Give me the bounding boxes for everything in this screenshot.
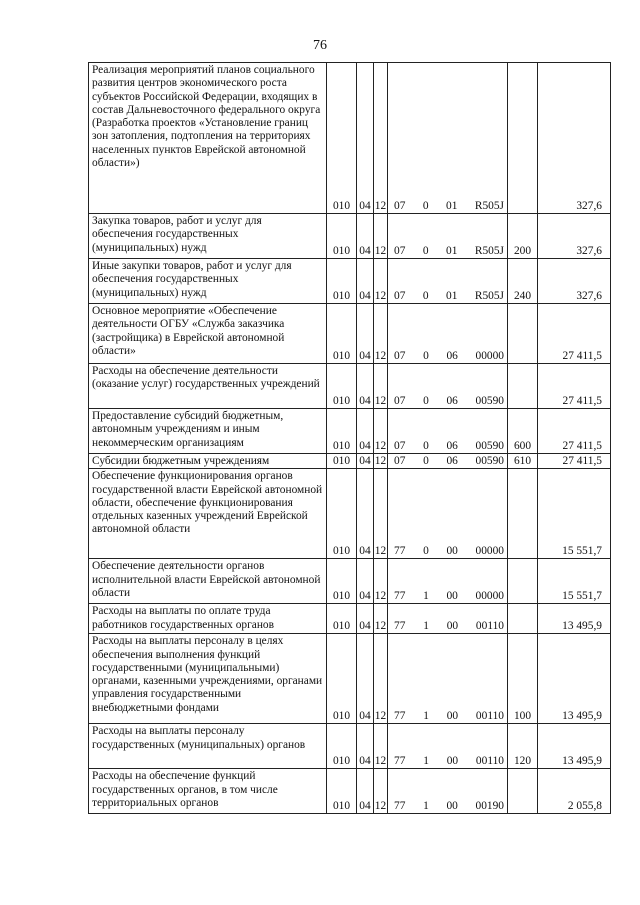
target-article-code xyxy=(388,214,508,259)
target-article-main-part: 06 xyxy=(446,394,458,407)
target-article-program-part: 07 xyxy=(394,349,406,362)
budget-table-body xyxy=(89,63,611,814)
subsection-code: 12 xyxy=(374,724,388,769)
target-article-code xyxy=(388,469,508,559)
target-article-main-part: 00 xyxy=(446,545,458,557)
subsection-code: 12 xyxy=(374,304,388,364)
table-row xyxy=(89,454,611,469)
target-article-dir-part: 00110 xyxy=(475,755,504,767)
expense-type-code: 610 xyxy=(508,454,538,469)
row-description: Расходы на выплаты персоналу в целях обеспечения выполнения функций государственными (муниципальными) органами, казенными учреждениями, органами управления государственными внебюджетными фондами xyxy=(89,634,327,724)
expense-type-code: 240 xyxy=(508,259,538,304)
row-description: Расходы на выплаты по оплате труда работников государственных органов xyxy=(89,604,327,634)
section-code: 04 xyxy=(357,634,374,724)
grbs-code: 010 xyxy=(327,469,357,559)
target-article-main-part: 01 xyxy=(446,244,458,257)
row-description: Предоставление субсидий бюджетным, автономным учреждениям и иным некоммерческим организациям xyxy=(89,409,327,454)
target-article-main-part: 06 xyxy=(446,455,458,467)
target-article-sub-part: 0 xyxy=(423,545,429,557)
expense-type-code xyxy=(508,304,538,364)
target-article-main-part: 00 xyxy=(446,710,459,722)
table-row xyxy=(89,304,611,364)
table-row xyxy=(89,364,611,409)
grbs-code: 010 xyxy=(327,559,357,604)
target-article-code xyxy=(388,559,508,604)
target-article-sub-part: 0 xyxy=(423,455,429,467)
target-article-dir-part: 00190 xyxy=(475,800,504,812)
row-description: Закупка товаров, работ и услуг для обеспечения государственных (муниципальных) нужд xyxy=(89,214,327,259)
expense-type-code xyxy=(508,469,538,559)
target-article-sub-part: 1 xyxy=(423,710,429,722)
subsection-code: 12 xyxy=(374,455,387,467)
table-row xyxy=(89,214,611,259)
section-code: 04 xyxy=(357,604,374,634)
target-article-dir-part: R505J xyxy=(474,244,504,257)
target-article-program-part: 77 xyxy=(394,545,406,557)
target-article-main-part: 00 xyxy=(446,800,458,812)
target-article-code xyxy=(388,769,508,814)
subsection-code: 12 xyxy=(374,604,388,634)
target-article-program-part: 07 xyxy=(394,439,406,452)
amount-value: 27 411,5 xyxy=(538,304,611,364)
section-code: 04 xyxy=(357,63,374,214)
target-article-main-part: 01 xyxy=(446,199,458,212)
expense-type-code: 120 xyxy=(508,724,538,769)
section-code: 04 xyxy=(357,364,374,409)
grbs-code: 010 xyxy=(327,409,357,454)
target-article-parts xyxy=(390,590,507,603)
target-article-parts xyxy=(390,440,507,453)
target-article-dir-part: 00590 xyxy=(475,439,504,452)
amount-value: 13 495,9 xyxy=(538,724,611,769)
target-article-sub-part: 1 xyxy=(423,800,429,812)
target-article-dir-part: 00110 xyxy=(475,710,504,722)
target-article-dir-part: 00000 xyxy=(475,349,504,362)
target-article-code xyxy=(388,304,508,364)
row-description: Расходы на обеспечение функций государственных органов, в том числе территориальных органов xyxy=(89,769,327,814)
target-article-sub-part: 0 xyxy=(422,244,429,257)
amount-value: 27 411,5 xyxy=(538,409,611,454)
target-article-code xyxy=(388,724,508,769)
section-code: 04 xyxy=(357,769,374,814)
table-row xyxy=(89,469,611,559)
target-article-sub-part: 1 xyxy=(423,755,429,767)
target-article-dir-part: 00000 xyxy=(475,545,504,557)
expense-type-code xyxy=(508,559,538,604)
target-article-dir-part: R505J xyxy=(474,289,504,302)
target-article-parts xyxy=(390,290,507,303)
target-article-parts xyxy=(390,350,507,363)
subsection-code: 12 xyxy=(374,634,388,724)
section-code: 04 xyxy=(357,409,374,454)
expense-type-code: 200 xyxy=(508,214,538,259)
target-article-program-part: 07 xyxy=(394,289,406,302)
section-code: 04 xyxy=(357,214,374,259)
table-row xyxy=(89,724,611,769)
table-row xyxy=(89,259,611,304)
target-article-parts xyxy=(390,620,507,633)
target-article-main-part: 01 xyxy=(446,289,458,302)
amount-value: 327,6 xyxy=(538,63,611,214)
target-article-code xyxy=(388,364,508,409)
target-article-parts xyxy=(390,200,507,213)
target-article-dir-part: 00590 xyxy=(475,455,504,467)
grbs-code: 010 xyxy=(327,604,357,634)
table-row xyxy=(89,769,611,814)
target-article-code xyxy=(388,259,508,304)
target-article-parts xyxy=(390,800,507,813)
grbs-code: 010 xyxy=(327,724,357,769)
target-article-program-part: 07 xyxy=(394,455,406,467)
row-description: Реализация мероприятий планов социального развития центров экономического роста субъектов Российской Федерации, входящих в состав Дальневосточного федерального округа (Разработка проектов «Установление границ зон затопления, подтопления на территориях населенных пунктов Еврейской автономной области») xyxy=(89,63,327,214)
section-code: 04 xyxy=(357,454,374,469)
grbs-code: 010 xyxy=(327,769,357,814)
grbs-code: 010 xyxy=(327,304,357,364)
target-article-main-part: 00 xyxy=(446,755,459,767)
table-row xyxy=(89,559,611,604)
amount-value: 327,6 xyxy=(538,259,611,304)
grbs-code: 010 xyxy=(327,634,357,724)
target-article-code xyxy=(388,634,508,724)
target-article-parts xyxy=(390,245,507,258)
grbs-code: 010 xyxy=(327,63,357,214)
target-article-program-part: 07 xyxy=(394,244,406,257)
subsection-code: 12 xyxy=(374,364,388,409)
budget-table xyxy=(88,62,611,814)
target-article-main-part: 06 xyxy=(446,349,458,362)
amount-value: 27 411,5 xyxy=(538,364,611,409)
target-article-code xyxy=(388,604,508,634)
table-row xyxy=(89,634,611,724)
target-article-program-part: 77 xyxy=(394,590,406,602)
target-article-sub-part: 0 xyxy=(423,439,429,452)
subsection-code: 12 xyxy=(374,409,388,454)
subsection-code: 12 xyxy=(374,214,388,259)
target-article-sub-part: 0 xyxy=(422,199,429,212)
target-article-sub-part: 0 xyxy=(422,289,429,302)
amount-value: 27 411,5 xyxy=(538,454,611,469)
target-article-main-part: 00 xyxy=(446,590,458,602)
amount-value: 13 495,9 xyxy=(538,634,611,724)
row-description: Обеспечение деятельности органов исполнительной власти Еврейской автономной области xyxy=(89,559,327,604)
target-article-sub-part: 0 xyxy=(423,394,429,407)
section-code: 04 xyxy=(357,469,374,559)
expense-type-code: 600 xyxy=(508,409,538,454)
target-article-main-part: 06 xyxy=(446,439,458,452)
target-article-code xyxy=(388,63,508,214)
target-article-parts xyxy=(390,545,507,558)
subsection-code: 12 xyxy=(374,63,388,214)
row-description: Иные закупки товаров, работ и услуг для обеспечения государственных (муниципальных) нужд xyxy=(89,259,327,304)
target-article-program-part: 07 xyxy=(394,199,406,212)
row-description: Расходы на выплаты персоналу государственных (муниципальных) органов xyxy=(89,724,327,769)
subsection-code: 12 xyxy=(374,559,388,604)
expense-type-code xyxy=(508,364,538,409)
amount-value: 15 551,7 xyxy=(538,469,611,559)
target-article-dir-part: 00110 xyxy=(475,620,504,632)
expense-type-code: 100 xyxy=(508,634,538,724)
target-article-dir-part: 00000 xyxy=(475,590,504,602)
amount-value: 2 055,8 xyxy=(538,769,611,814)
target-article-program-part: 77 xyxy=(394,620,406,632)
section-code: 04 xyxy=(357,559,374,604)
section-code: 04 xyxy=(357,724,374,769)
target-article-program-part: 77 xyxy=(394,710,406,722)
target-article-sub-part: 1 xyxy=(423,620,429,632)
grbs-code: 010 xyxy=(327,454,357,469)
target-article-dir-part: R505J xyxy=(474,199,504,212)
row-description: Расходы на обеспечение деятельности (оказание услуг) государственных учреждений xyxy=(89,364,327,409)
subsection-code: 12 xyxy=(374,469,388,559)
expense-type-code xyxy=(508,769,538,814)
row-description: Основное мероприятие «Обеспечение деятельности ОГБУ «Служба заказчика (застройщика) в Еврейской автономной области» xyxy=(89,304,327,364)
table-row xyxy=(89,63,611,214)
target-article-code xyxy=(388,454,508,469)
row-description: Субсидии бюджетным учреждениям xyxy=(89,454,327,469)
target-article-sub-part: 0 xyxy=(423,349,429,362)
expense-type-code xyxy=(508,604,538,634)
expense-type-code xyxy=(508,63,538,214)
target-article-dir-part: 00590 xyxy=(475,394,504,407)
target-article-main-part: 00 xyxy=(446,620,459,632)
page-number: 76 xyxy=(313,38,327,53)
target-article-code xyxy=(388,409,508,454)
subsection-code: 12 xyxy=(374,769,388,814)
target-article-parts xyxy=(390,455,507,468)
amount-value: 327,6 xyxy=(538,214,611,259)
section-code: 04 xyxy=(357,304,374,364)
row-description: Обеспечение функционирования органов государственной власти Еврейской автономной области, обеспечение функционирования отдельных казенных учреждений Еврейской автономной области xyxy=(89,469,327,559)
target-article-parts xyxy=(390,755,507,768)
grbs-code: 010 xyxy=(327,259,357,304)
grbs-code: 010 xyxy=(327,364,357,409)
subsection-code: 12 xyxy=(374,259,388,304)
target-article-program-part: 07 xyxy=(394,394,406,407)
target-article-sub-part: 1 xyxy=(423,590,429,602)
target-article-parts xyxy=(390,710,507,723)
target-article-program-part: 77 xyxy=(394,755,406,767)
target-article-parts xyxy=(390,395,507,408)
grbs-code: 010 xyxy=(327,214,357,259)
amount-value: 15 551,7 xyxy=(538,559,611,604)
table-row xyxy=(89,604,611,634)
target-article-program-part: 77 xyxy=(394,800,406,812)
section-code: 04 xyxy=(357,259,374,304)
table-row xyxy=(89,409,611,454)
amount-value: 13 495,9 xyxy=(538,604,611,634)
